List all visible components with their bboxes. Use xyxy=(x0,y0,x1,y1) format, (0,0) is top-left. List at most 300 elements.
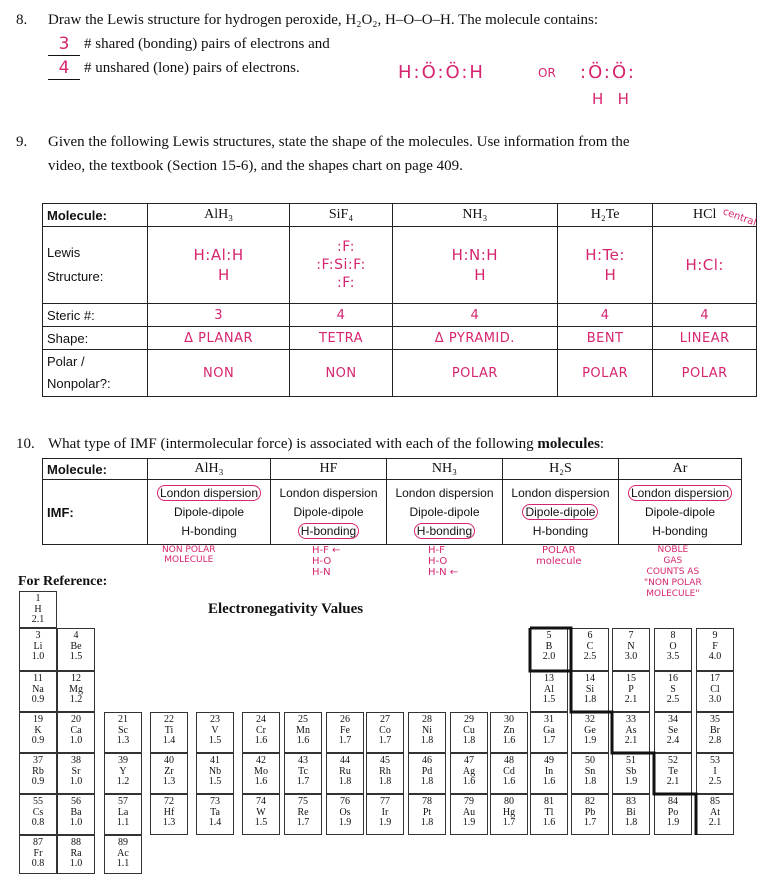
imf-option-text: London dispersion xyxy=(395,485,494,500)
electronegativity-value: 3.5 xyxy=(666,651,680,662)
atomic-number: 50 xyxy=(585,755,595,766)
electronegativity-value: 2.1 xyxy=(31,614,45,625)
atomic-number: 12 xyxy=(71,673,81,684)
element-symbol: I xyxy=(713,765,717,777)
element-cell xyxy=(696,794,734,835)
element-cell xyxy=(104,712,142,753)
element-symbol: Ba xyxy=(70,806,82,818)
element-symbol: Cr xyxy=(256,724,266,736)
polar-cell: NON xyxy=(290,350,393,397)
element-cell xyxy=(612,794,650,835)
table-row xyxy=(43,327,757,350)
reference-label: For Reference: xyxy=(18,574,108,589)
electronegativity-value: 1.9 xyxy=(338,817,352,828)
atomic-number: 30 xyxy=(504,714,514,725)
imf-note: POLAR molecule xyxy=(536,545,582,567)
atomic-number: 51 xyxy=(626,755,636,766)
element-cell xyxy=(654,671,692,712)
element-cell xyxy=(196,753,234,794)
element-cell xyxy=(696,712,734,753)
imf-cell xyxy=(386,480,502,545)
atomic-number: 72 xyxy=(164,796,174,807)
electronegativity-value: 1.8 xyxy=(624,817,638,828)
shapes-table xyxy=(42,203,757,397)
imf-option xyxy=(271,522,386,541)
electronegativity-value: 1.5 xyxy=(69,651,83,662)
table-row xyxy=(43,304,757,327)
element-cell xyxy=(104,753,142,794)
element-symbol: Zr xyxy=(164,765,174,777)
atomic-number: 14 xyxy=(585,673,595,684)
atomic-number: 20 xyxy=(71,714,81,725)
electronegativity-value: 1.3 xyxy=(162,817,176,828)
imf-option xyxy=(619,484,741,503)
element-symbol: Mo xyxy=(254,765,268,777)
table-row xyxy=(43,204,757,227)
element-cell xyxy=(612,753,650,794)
element-symbol: Re xyxy=(297,806,309,818)
element-symbol: Pb xyxy=(584,806,596,818)
electronegativity-value: 1.1 xyxy=(116,817,130,828)
element-cell xyxy=(57,628,95,671)
electronegativity-value: 1.7 xyxy=(583,817,597,828)
electronegativity-value: 1.8 xyxy=(462,735,476,746)
element-cell xyxy=(696,671,734,712)
element-symbol: In xyxy=(544,765,554,777)
atomic-number: 81 xyxy=(544,796,554,807)
element-cell xyxy=(450,794,488,835)
element-cell xyxy=(19,753,57,794)
atomic-number: 75 xyxy=(298,796,308,807)
electronegativity-value: 1.7 xyxy=(502,817,516,828)
imf-option xyxy=(503,484,618,503)
element-cell xyxy=(19,628,57,671)
atomic-number: 6 xyxy=(587,630,593,641)
element-symbol: Br xyxy=(710,724,720,736)
q10-prompt-bold: molecules xyxy=(537,436,600,452)
element-cell xyxy=(571,671,609,712)
q8-line-2: # unshared (lone) pairs of electrons. xyxy=(84,60,300,76)
element-symbol: V xyxy=(211,724,219,736)
electronegativity-value: 2.4 xyxy=(666,735,680,746)
imf-option-text: London dispersion xyxy=(628,485,732,501)
imf-label: IMF: xyxy=(43,480,148,545)
element-symbol: Mn xyxy=(296,724,310,736)
element-cell xyxy=(571,753,609,794)
atomic-number: 11 xyxy=(33,673,43,684)
element-symbol: Po xyxy=(667,806,679,818)
q8-blank-1 xyxy=(48,34,80,56)
element-symbol: Ti xyxy=(164,724,174,736)
element-symbol: Cd xyxy=(503,765,515,777)
atomic-number: 26 xyxy=(340,714,350,725)
electronegativity-value: 1.9 xyxy=(624,776,638,787)
atomic-number: 48 xyxy=(504,755,514,766)
element-symbol: Cu xyxy=(463,724,475,736)
header-cell: H₂Te xyxy=(557,204,653,227)
electronegativity-value: 0.9 xyxy=(31,735,45,746)
element-cell xyxy=(284,753,322,794)
element-symbol: Ac xyxy=(117,847,129,859)
element-symbol: N xyxy=(627,640,635,652)
q8-hw-structure-2-h: H H xyxy=(592,90,629,108)
atomic-number: 25 xyxy=(298,714,308,725)
element-cell xyxy=(408,712,446,753)
atomic-number: 39 xyxy=(118,755,128,766)
q8-answer-2: 4 xyxy=(58,58,70,78)
imf-option-text: Dipole-dipole xyxy=(522,504,598,520)
polar-cell: NON xyxy=(148,350,290,397)
electronegativity-value: 1.3 xyxy=(162,776,176,787)
shape-cell: LINEAR xyxy=(653,327,757,350)
atomic-number: 45 xyxy=(380,755,390,766)
element-symbol: Cs xyxy=(32,806,44,818)
electronegativity-value: 1.9 xyxy=(666,817,680,828)
electronegativity-value: 1.4 xyxy=(208,817,222,828)
imf-option xyxy=(271,503,386,522)
element-cell xyxy=(326,753,364,794)
header-molecule: Molecule: xyxy=(43,459,148,480)
element-symbol: W xyxy=(256,806,266,818)
q9-prompt-1: Given the following Lewis structures, state the shape of the molecules. Use information from the xyxy=(48,134,630,150)
table-row xyxy=(43,459,742,480)
atomic-number: 57 xyxy=(118,796,128,807)
electronegativity-value: 1.8 xyxy=(420,735,434,746)
atomic-number: 22 xyxy=(164,714,174,725)
atomic-number: 24 xyxy=(256,714,266,725)
element-cell xyxy=(654,753,692,794)
element-symbol: Tc xyxy=(298,765,308,777)
element-symbol: Li xyxy=(33,640,43,652)
steric-cell: 4 xyxy=(653,304,757,327)
atomic-number: 46 xyxy=(422,755,432,766)
element-cell xyxy=(57,794,95,835)
element-symbol: P xyxy=(628,683,634,695)
atomic-number: 8 xyxy=(670,630,676,641)
electronegativity-value: 1.0 xyxy=(69,735,83,746)
imf-option xyxy=(148,503,270,522)
imf-option-text: Dipole-dipole xyxy=(409,504,480,519)
element-cell xyxy=(450,753,488,794)
electronegativity-value: 0.9 xyxy=(31,694,45,705)
imf-option xyxy=(619,503,741,522)
element-cell xyxy=(612,671,650,712)
element-symbol: As xyxy=(625,724,637,736)
element-symbol: Pd xyxy=(421,765,433,777)
atomic-number: 34 xyxy=(668,714,678,725)
electronegativity-value: 1.5 xyxy=(208,776,222,787)
electronegativity-value: 1.5 xyxy=(208,735,222,746)
element-cell xyxy=(104,835,142,874)
electronegativity-value: 1.7 xyxy=(296,776,310,787)
q8-hw-structure-1: H:Ö:Ö:H xyxy=(398,62,485,83)
element-cell xyxy=(654,628,692,671)
element-cell xyxy=(196,794,234,835)
imf-option-text: Dipole-dipole xyxy=(293,504,364,519)
element-symbol: C xyxy=(586,640,594,652)
element-cell xyxy=(242,712,280,753)
metalloid-line xyxy=(520,628,560,870)
imf-option-text: London dispersion xyxy=(511,485,610,500)
electronegativity-value: 2.8 xyxy=(708,735,722,746)
element-cell xyxy=(19,835,57,874)
q10-prompt-end: : xyxy=(599,436,605,452)
q8-hw-or: OR xyxy=(538,66,556,80)
imf-option xyxy=(503,503,618,522)
element-symbol: Sb xyxy=(625,765,637,777)
element-cell xyxy=(150,753,188,794)
atomic-number: 83 xyxy=(626,796,636,807)
row-label-shape: Shape: xyxy=(43,327,148,350)
q8-prompt: Draw the Lewis structure for hydrogen peroxide, H₂O₂, H–O–O–H. The molecule contains: xyxy=(48,12,599,28)
element-symbol: Al xyxy=(544,683,554,695)
imf-option-text: H-bonding xyxy=(298,523,359,539)
imf-option xyxy=(387,484,502,503)
header-cell: HCl xyxy=(653,204,757,227)
atomic-number: 17 xyxy=(710,673,720,684)
element-symbol: Co xyxy=(379,724,391,736)
electronegativity-value: 1.2 xyxy=(116,776,130,787)
imf-note: NON POLAR MOLECULE xyxy=(162,545,216,565)
atomic-number: 73 xyxy=(210,796,220,807)
element-symbol: Ru xyxy=(339,765,351,777)
imf-option xyxy=(148,484,270,503)
element-cell xyxy=(326,794,364,835)
element-symbol: Na xyxy=(32,683,44,695)
electronegativity-value: 1.6 xyxy=(502,776,516,787)
electronegativity-value: 1.6 xyxy=(542,776,556,787)
imf-option-text: H-bonding xyxy=(532,523,589,538)
element-symbol: H xyxy=(34,603,42,615)
electronegativity-value: 1.5 xyxy=(542,694,556,705)
element-cell xyxy=(19,712,57,753)
element-cell xyxy=(57,671,95,712)
header-cell: NH₃ xyxy=(392,204,557,227)
element-symbol: Be xyxy=(70,640,82,652)
element-symbol: Ge xyxy=(584,724,596,736)
atomic-number: 44 xyxy=(340,755,350,766)
electronegativity-value: 1.0 xyxy=(69,817,83,828)
row-label-polar: Polar / Nonpolar?: xyxy=(43,350,148,397)
element-symbol: Ag xyxy=(462,765,476,777)
polar-cell: POLAR xyxy=(392,350,557,397)
atomic-number: 1 xyxy=(35,593,41,604)
element-cell xyxy=(196,712,234,753)
element-symbol: Y xyxy=(119,765,127,777)
electronegativity-value: 1.9 xyxy=(378,817,392,828)
steric-cell: 4 xyxy=(290,304,393,327)
electronegativity-value: 3.0 xyxy=(708,694,722,705)
atomic-number: 47 xyxy=(464,755,474,766)
element-symbol: K xyxy=(34,724,42,736)
element-cell xyxy=(19,794,57,835)
element-cell xyxy=(242,753,280,794)
element-symbol: Sc xyxy=(118,724,128,736)
imf-option xyxy=(387,503,502,522)
q8-answer-1: 3 xyxy=(58,34,70,54)
element-symbol: Ta xyxy=(210,806,220,818)
element-symbol: Au xyxy=(462,806,476,818)
element-cell xyxy=(612,712,650,753)
element-symbol: Pt xyxy=(422,806,432,818)
imf-cell xyxy=(502,480,618,545)
element-symbol: O xyxy=(669,640,677,652)
element-symbol: Os xyxy=(339,806,351,818)
element-symbol: S xyxy=(670,683,676,695)
q8-blank-2 xyxy=(48,58,80,80)
element-cell xyxy=(150,712,188,753)
electronegativity-value: 0.8 xyxy=(31,858,45,869)
electronegativity-value: 0.8 xyxy=(31,817,45,828)
imf-option-text: H-bonding xyxy=(181,523,237,538)
atomic-number: 19 xyxy=(33,714,43,725)
element-symbol: Tl xyxy=(544,806,554,818)
header-cell: AlH₃ xyxy=(148,459,271,480)
atomic-number: 35 xyxy=(710,714,720,725)
atomic-number: 89 xyxy=(118,837,128,848)
element-cell xyxy=(696,753,734,794)
polar-cell: POLAR xyxy=(653,350,757,397)
element-cell xyxy=(57,753,95,794)
atomic-number: 74 xyxy=(256,796,266,807)
element-cell xyxy=(654,794,692,835)
atomic-number: 87 xyxy=(33,837,43,848)
lewis-cell: H:Cl: xyxy=(653,227,757,304)
element-cell xyxy=(242,794,280,835)
electronegativity-value: 1.8 xyxy=(338,776,352,787)
q9-hw-note: central xyxy=(721,206,758,229)
header-cell: HF xyxy=(271,459,387,480)
electronegativity-value: 1.0 xyxy=(69,776,83,787)
electronegativity-value: 1.8 xyxy=(420,776,434,787)
electronegativity-value: 1.4 xyxy=(162,735,176,746)
electronegativity-value: 2.0 xyxy=(542,651,556,662)
q10-prompt xyxy=(48,434,604,454)
element-symbol: Hf xyxy=(163,806,175,818)
element-cell xyxy=(366,794,404,835)
atomic-number: 53 xyxy=(710,755,720,766)
imf-option-text: Dipole-dipole xyxy=(173,504,245,519)
atomic-number: 28 xyxy=(422,714,432,725)
element-cell xyxy=(408,794,446,835)
element-symbol: Ga xyxy=(543,724,555,736)
element-cell xyxy=(57,712,95,753)
table-row xyxy=(43,480,742,545)
element-cell xyxy=(19,671,57,712)
imf-table xyxy=(42,458,742,545)
element-cell xyxy=(696,628,734,671)
q8-hw-structure-2: :Ö:Ö: xyxy=(580,62,636,83)
imf-option-text: H-bonding xyxy=(652,523,708,538)
electronegativity-value: 3.0 xyxy=(624,651,638,662)
atomic-number: 77 xyxy=(380,796,390,807)
atomic-number: 37 xyxy=(33,755,43,766)
header-cell: Ar xyxy=(618,459,741,480)
row-label-steric: Steric #: xyxy=(43,304,148,327)
electronegativity-value: 1.8 xyxy=(420,817,434,828)
element-symbol: Mg xyxy=(69,683,83,695)
electronegativity-value: 2.5 xyxy=(583,651,597,662)
atomic-number: 29 xyxy=(464,714,474,725)
electronegativity-value: 1.2 xyxy=(69,694,83,705)
electronegativity-value: 1.8 xyxy=(378,776,392,787)
atomic-number: 38 xyxy=(71,755,81,766)
element-symbol: At xyxy=(710,806,720,818)
electronegativity-value: 1.6 xyxy=(462,776,476,787)
element-cell xyxy=(19,591,57,628)
imf-option xyxy=(387,522,502,541)
imf-option-text: H-bonding xyxy=(414,523,475,539)
atomic-number: 5 xyxy=(546,630,552,641)
header-cell: H₂S xyxy=(502,459,618,480)
imf-option xyxy=(271,484,386,503)
atomic-number: 16 xyxy=(668,673,678,684)
atomic-number: 3 xyxy=(35,630,41,641)
electronegativity-value: 1.3 xyxy=(116,735,130,746)
atomic-number: 23 xyxy=(210,714,220,725)
element-symbol: Hg xyxy=(502,806,516,818)
element-symbol: Ca xyxy=(70,724,82,736)
imf-option-text: London dispersion xyxy=(157,485,261,501)
electronegativity-value: 1.0 xyxy=(69,858,83,869)
shape-cell: TETRA xyxy=(290,327,393,350)
element-cell xyxy=(408,753,446,794)
atomic-number: 27 xyxy=(380,714,390,725)
element-cell xyxy=(57,835,95,874)
element-cell xyxy=(366,712,404,753)
q8-number: 8. xyxy=(16,12,28,28)
element-cell xyxy=(571,628,609,671)
atomic-number: 7 xyxy=(628,630,634,641)
electronegativity-value: 1.6 xyxy=(254,735,268,746)
atomic-number: 31 xyxy=(544,714,554,725)
steric-cell: 4 xyxy=(392,304,557,327)
element-symbol: Si xyxy=(585,683,595,695)
q9-prompt-2: video, the textbook (Section 15-6), and the shapes chart on page 409. xyxy=(48,158,463,174)
header-cell: NH₃ xyxy=(386,459,502,480)
element-symbol: Nb xyxy=(208,765,222,777)
imf-option-text: Dipole-dipole xyxy=(644,504,715,519)
imf-note: H-F ← H-O H-N xyxy=(312,545,341,578)
reference-title: Electronegativity Values xyxy=(208,601,364,617)
element-symbol: Bi xyxy=(626,806,636,818)
electronegativity-value: 1.7 xyxy=(338,735,352,746)
atomic-number: 55 xyxy=(33,796,43,807)
electronegativity-value: 1.8 xyxy=(583,694,597,705)
atomic-number: 84 xyxy=(668,796,678,807)
atomic-number: 76 xyxy=(340,796,350,807)
imf-note: H-F H-O H-N ← xyxy=(428,545,459,578)
element-cell xyxy=(150,794,188,835)
lewis-cell: :F: :F:Si:F: :F: xyxy=(290,227,393,304)
element-symbol: Se xyxy=(668,724,678,736)
q10-number: 10. xyxy=(16,436,35,452)
atomic-number: 49 xyxy=(544,755,554,766)
element-symbol: Zn xyxy=(503,724,515,736)
element-symbol: Te xyxy=(668,765,678,777)
element-cell xyxy=(571,712,609,753)
header-cell: SiF₄ xyxy=(290,204,393,227)
steric-cell: 4 xyxy=(557,304,653,327)
element-cell xyxy=(366,753,404,794)
imf-note: NOBLE GAS COUNTS AS "NON POLAR MOLECULE" xyxy=(644,545,702,599)
element-symbol: Ni xyxy=(422,724,432,736)
element-cell xyxy=(284,712,322,753)
imf-option-text: London dispersion xyxy=(279,485,378,500)
polar-cell: POLAR xyxy=(557,350,653,397)
atomic-number: 4 xyxy=(73,630,79,641)
electronegativity-value: 1.8 xyxy=(583,776,597,787)
